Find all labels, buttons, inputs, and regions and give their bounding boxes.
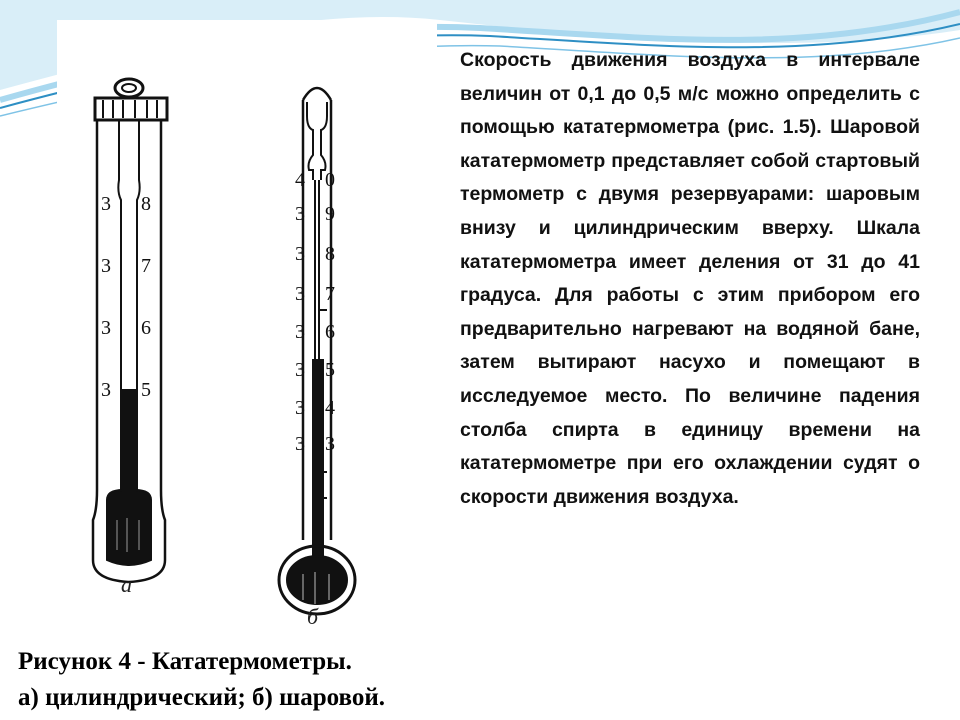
thermometer-a-letter: а [121, 572, 132, 597]
scale-a-right-2: 7 [141, 255, 151, 277]
scale-b-right-3: 8 [325, 243, 335, 265]
scale-b-left-7: 3 [295, 397, 305, 419]
caption-line-2: а) цилиндрический; б) шаровой. [18, 684, 386, 711]
scale-a-left-3: 3 [101, 317, 111, 339]
scale-b-right-8: 3 [325, 433, 335, 455]
scale-b-left-6: 3 [295, 359, 305, 381]
scale-b-left-4: 3 [295, 283, 305, 305]
scale-b-right-7: 4 [325, 397, 335, 419]
scale-b-right-5: 6 [325, 321, 335, 343]
scale-b-left-1: 4 [295, 169, 305, 191]
scale-b-left-3: 3 [295, 243, 305, 265]
scale-b-right-2: 9 [325, 203, 335, 225]
scale-b-right-4: 7 [325, 283, 335, 305]
scale-a-left-4: 3 [101, 379, 111, 401]
scale-b-right-1: 0 [325, 169, 335, 191]
scale-a-left-2: 3 [101, 255, 111, 277]
body-paragraph: Скорость движения воздуха в интервале величин от 0,1 до 0,5 м/с можно определить с помощью кататермометра (рис. 1.5). Шаровой кататермометр представляет собой стартовый термометр с двумя резервуарами: шаровым внизу и цилиндрическим вверху. Шкала кататермометра имеет деления от 31 до 41 градуса. Для работы с этим прибором его предварительно нагревают на водяной бане, затем вытирают насухо и помещают в исследуемое место. По величине падения столба спирта в единицу времени на кататермометре при его охлаждении судят о скорости движения воздуха. [460, 49, 920, 508]
thermometer-drawing [57, 20, 437, 630]
scale-b-left-5: 3 [295, 321, 305, 343]
figure-caption [18, 644, 718, 716]
caption-line-1: Рисунок 4 - Кататермометры. [18, 648, 352, 675]
scale-a-right-1: 8 [141, 193, 151, 215]
thermometer-figure [57, 20, 437, 630]
scale-b-left-2: 3 [295, 203, 305, 225]
thermometer-b [279, 88, 355, 614]
scale-b-left-8: 3 [295, 433, 305, 455]
scale-a-right-4: 5 [141, 379, 151, 401]
scale-a-right-3: 6 [141, 317, 151, 339]
scale-b-right-6: 5 [325, 359, 335, 381]
thermometer-b-letter: б [307, 604, 319, 629]
scale-a-left-1: 3 [101, 193, 111, 215]
